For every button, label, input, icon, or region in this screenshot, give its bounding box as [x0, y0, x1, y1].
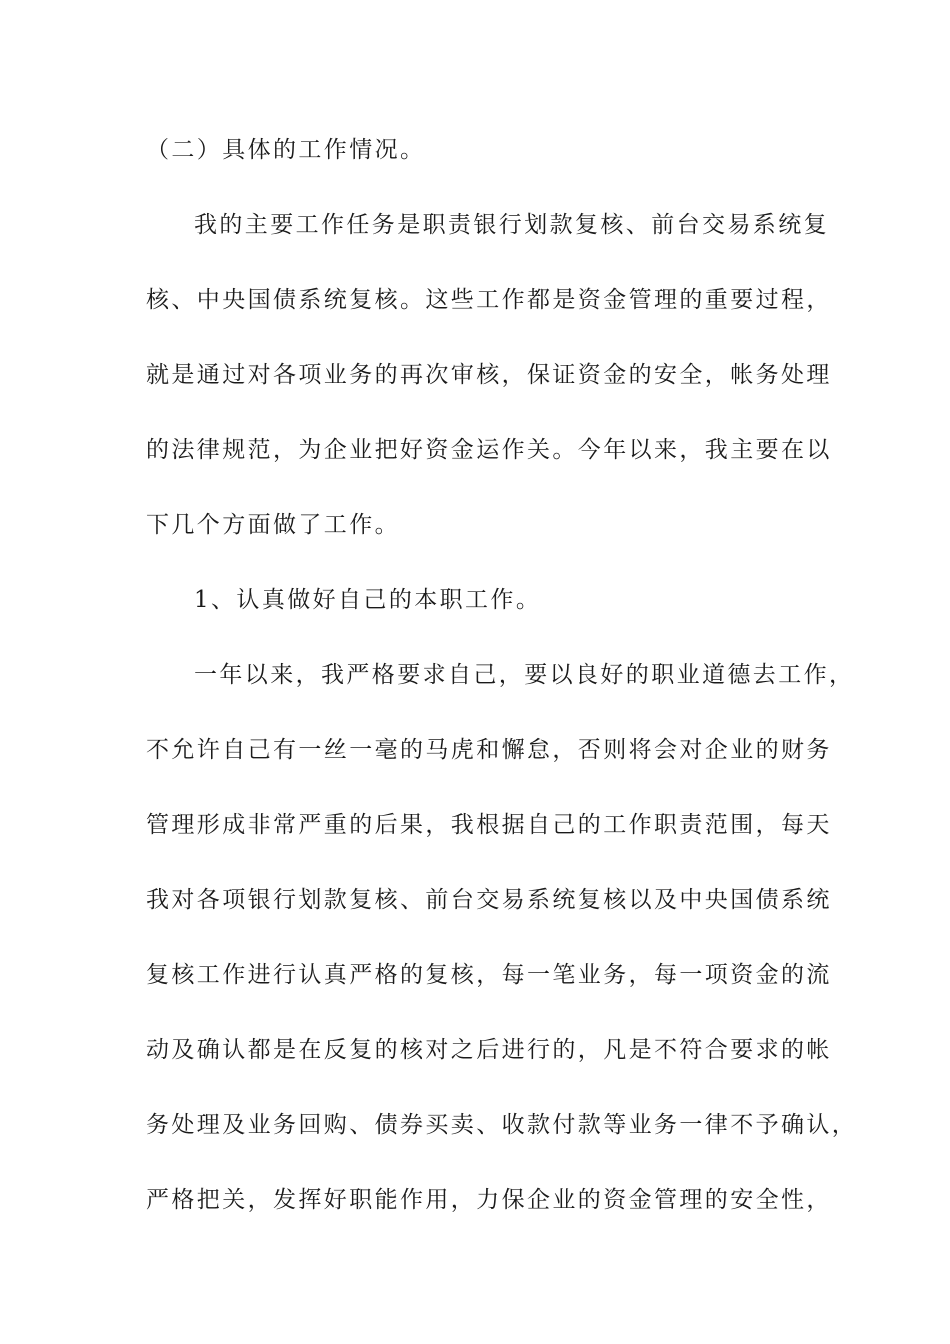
paragraph-line: 不允许自己有一丝一毫的马虎和懈怠，否则将会对企业的财务 [146, 737, 832, 763]
paragraph-line: 动及确认都是在反复的核对之后进行的，凡是不符合要求的帐 [146, 1037, 832, 1063]
section-heading: （二）具体的工作情况。 [146, 137, 426, 163]
paragraph-line: 严格把关，发挥好职能作用，力保企业的资金管理的安全性， [146, 1187, 832, 1213]
paragraph-line: 就是通过对各项业务的再次审核，保证资金的安全，帐务处理 [146, 362, 832, 388]
paragraph-line: 务处理及业务回购、债券买卖、收款付款等业务一律不予确认， [146, 1112, 858, 1138]
paragraph-line: 我对各项银行划款复核、前台交易系统复核以及中央国债系统 [146, 887, 832, 913]
subheading: 1、认真做好自己的本职工作。 [194, 587, 542, 613]
paragraph-line: 管理形成非常严重的后果，我根据自己的工作职责范围，每天 [146, 812, 832, 838]
paragraph-line: 核、中央国债系统复核。这些工作都是资金管理的重要过程， [146, 287, 832, 313]
paragraph-line: 我的主要工作任务是职责银行划款复核、前台交易系统复 [194, 212, 829, 238]
paragraph-line: 的法律规范，为企业把好资金运作关。今年以来，我主要在以 [146, 437, 832, 463]
paragraph-line: 下几个方面做了工作。 [146, 512, 400, 538]
paragraph-line: 复核工作进行认真严格的复核，每一笔业务，每一项资金的流 [146, 962, 832, 988]
paragraph-line: 一年以来，我严格要求自己，要以良好的职业道德去工作， [194, 662, 855, 688]
